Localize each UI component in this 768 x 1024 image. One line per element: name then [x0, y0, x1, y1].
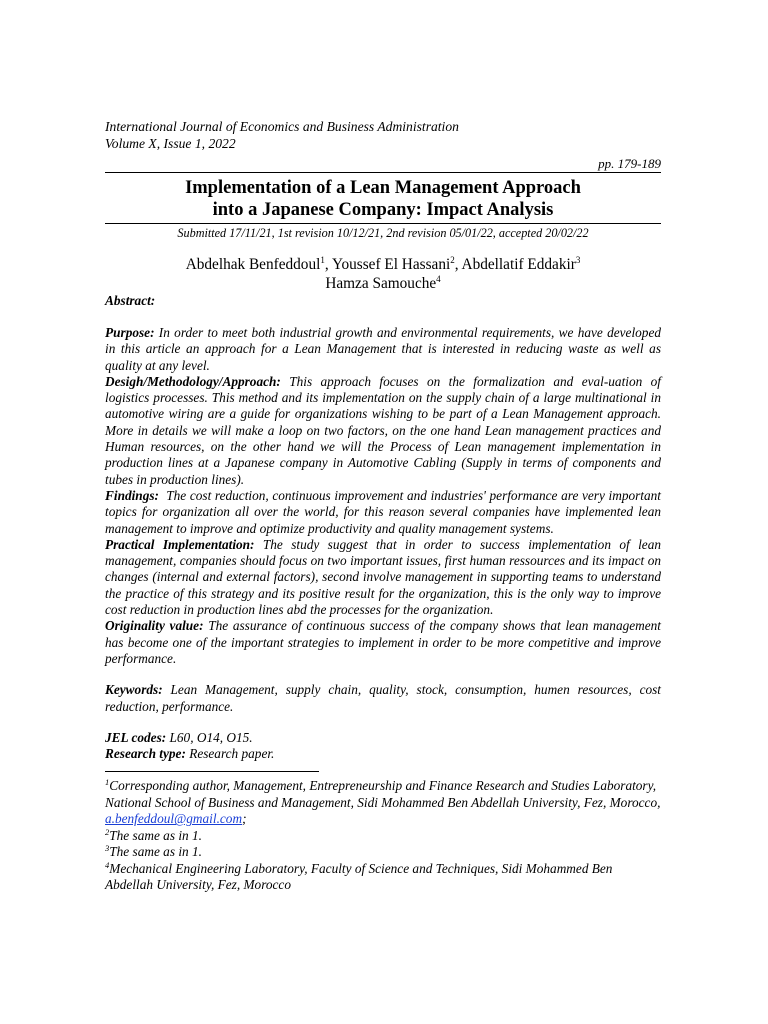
keywords	[105, 682, 661, 715]
footnote-2-text: The same as in 1.	[109, 827, 202, 843]
author-line-2	[105, 274, 661, 293]
author-affiliation-mark: 3	[575, 255, 581, 265]
footnote-mark: 3	[105, 843, 110, 854]
abstract-findings	[105, 487, 665, 537]
author-line-1	[105, 255, 661, 274]
purpose-text: In order to meet both industrial growth and environmental requirements, we have developed in this article an approach for a Lean Management that is interested in reducing waste as well as quality at any level.	[105, 325, 661, 373]
corresponding-email-link[interactable]: a.benfeddoul@gmail.com	[105, 811, 243, 827]
findings-text: The cost reduction, continuous improvement and industries' performance are very important topics for organization all over the world, for this reason several companies have implemented lean management to improve and optimize productivity and quality management systems.	[105, 487, 665, 536]
footnote-4-text: Mechanical Engineering Laboratory, Faculty of Science and Techniques, Sidi Mohammed Ben Abdellah University, Fez, Morocco	[105, 860, 613, 893]
title-line-2: into a Japanese Company: Impact Analysis	[212, 200, 554, 220]
practical-label: Practical Implementation:	[105, 536, 255, 552]
footnote-3	[105, 844, 661, 861]
footnote-4	[105, 861, 661, 894]
footnote-mark: 4	[105, 859, 110, 870]
author-affiliation-mark: 4	[436, 274, 441, 284]
abstract-purpose	[105, 325, 661, 374]
author-list	[105, 255, 661, 293]
author-name: Abdelhak Benfeddoul	[185, 256, 321, 273]
keywords-text: Lean Management, supply chain, quality, stock, consumption, humen resources, cost reduction, performance.	[105, 682, 661, 714]
footnote-mark: 1	[105, 777, 110, 788]
footnote-2	[105, 828, 661, 845]
findings-label: Findings:	[105, 487, 159, 503]
author-separator: ,	[454, 256, 462, 273]
purpose-label: Purpose:	[105, 325, 155, 340]
author-name: Youssef El Hassani	[331, 256, 451, 273]
journal-volume: Volume X, Issue 1, 2022	[105, 136, 236, 151]
footnote-1-end: ;	[242, 811, 247, 827]
footnote-3-text: The same as in 1.	[109, 844, 202, 860]
footnote-mark: 2	[105, 826, 110, 837]
footnote-rule	[105, 771, 319, 772]
design-label: Desigh/Methodology/Approach:	[105, 373, 281, 389]
author-name: Abdellatif Eddakir	[461, 256, 576, 273]
author-separator: ,	[324, 256, 332, 273]
research-type-text: Research paper.	[185, 746, 275, 762]
header-rule	[105, 172, 661, 173]
page-range: pp. 179-189	[598, 156, 661, 171]
title-rule	[105, 223, 661, 224]
title-line-1: Implementation of a Lean Management Approach	[185, 178, 581, 198]
design-text: This approach focuses on the formalization and eval-uation of logistics processes. This method and its implementation on the supply chain of a large multinational in automotive wiring are a guide for organizations wishing to be part of a Lean Management approach. More in details we will make a loop on two factors, on the one hand Lean management practices and Human resources, on the other hand we will the Process of Lean management implementation in production lines at a Japanese company in Automotive Cabling (Supply in terms of components and tubes in production lines).	[105, 373, 661, 487]
jel-text: L60, O14, O15.	[166, 729, 253, 745]
abstract-heading: Abstract:	[105, 293, 156, 308]
submission-dates: Submitted 17/11/21, 1st revision 10/12/21, 2nd revision 05/01/22, accepted 20/02/22	[177, 226, 589, 240]
jel-label: JEL codes:	[105, 729, 167, 745]
journal-name: International Journal of Economics and Business Administration	[105, 119, 459, 134]
originality-label: Originality value:	[105, 618, 204, 634]
author-affiliation-mark: 1	[320, 255, 325, 265]
author-name: Hamza Samouche	[325, 275, 437, 292]
research-type	[105, 746, 661, 762]
author-affiliation-mark: 2	[450, 255, 455, 265]
keywords-label: Keywords:	[105, 682, 163, 698]
paper-page	[105, 118, 665, 894]
footnote-1-text: Corresponding author, Management, Entrepreneurship and Finance Research and Studies Laboratory, National School of Business and Management, Sidi Mohammed Ben Abdellah University, Fez, Morocco,	[105, 778, 661, 810]
originality-text: The assurance of continuous success of the company shows that lean management has become one of the important strategies to implement in order to be more competitive and improve performance.	[105, 618, 661, 666]
research-type-label: Research type:	[105, 746, 186, 762]
article-title	[105, 177, 661, 221]
abstract-design	[105, 374, 661, 488]
practical-text: The study suggest that in order to success implementation of lean management, companies should focus on two important issues, first human ressources and its impact on changes (internal and external factors), second involve management in supporting teams to understand the practice of this strategy and its positive result for the organization, this is the only way to improve cost reduction in production lines abd the processes for the organization.	[105, 536, 661, 618]
abstract-practical	[105, 537, 661, 618]
jel-codes	[105, 730, 661, 746]
abstract-originality	[105, 618, 661, 667]
footnote-1	[105, 778, 661, 828]
footnotes	[105, 778, 661, 894]
